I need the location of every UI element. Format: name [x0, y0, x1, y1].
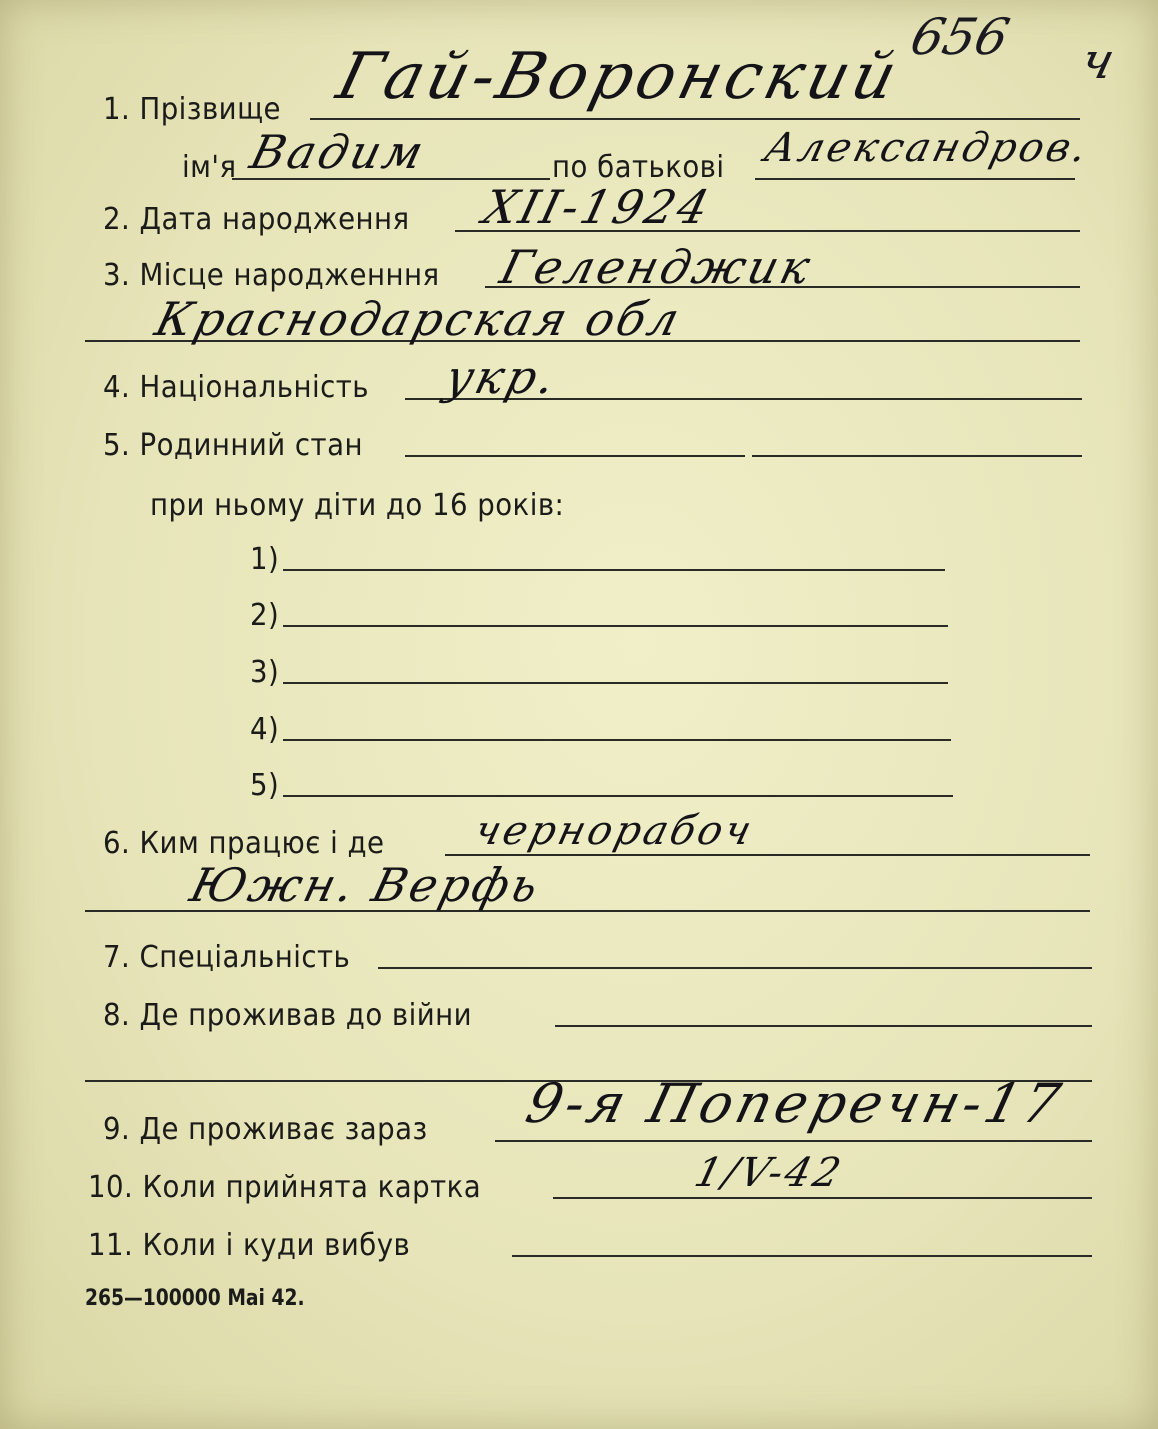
child-2-label: 2) [250, 598, 280, 633]
birth-place-value: Геленджик [495, 240, 819, 294]
child-4-label: 4) [250, 712, 280, 747]
child-5-line [283, 795, 953, 797]
occupation-value: чернорабоч [470, 808, 759, 854]
current-residence-label: 9. Де проживає зараз [103, 1112, 428, 1147]
marital-status-line [405, 455, 745, 457]
surname-line [310, 118, 1080, 120]
occupation-line [445, 854, 1090, 856]
card-number-suffix: ч [1075, 32, 1121, 90]
patronymic-value: Александров. [760, 125, 1095, 171]
card-accepted-label: 10. Коли прийнята картка [88, 1170, 482, 1205]
birth-place-label: 3. Місце народженння [103, 258, 440, 293]
child-3-line [283, 682, 948, 684]
birth-date-label: 2. Дата народження [103, 202, 410, 237]
birth-date-value: XII-1924 [478, 180, 718, 234]
surname-value: Гай-Воронский [330, 40, 908, 114]
child-4-line [283, 739, 951, 741]
child-5-label: 5) [250, 768, 280, 803]
departed-line [512, 1255, 1092, 1257]
prewar-residence-line [555, 1025, 1092, 1027]
child-3-label: 3) [250, 655, 280, 690]
patronymic-line [755, 178, 1075, 180]
current-residence-line [495, 1140, 1092, 1142]
child-1-label: 1) [250, 542, 280, 577]
patronymic-label: по батькові [552, 150, 725, 185]
card-accepted-value: 1/V-42 [690, 1150, 849, 1196]
specialty-line [378, 967, 1092, 969]
child-2-line [283, 625, 948, 627]
nationality-value: укр. [440, 350, 564, 404]
prewar-residence-label: 8. Де проживав до війни [103, 998, 473, 1033]
card-number: 656 [905, 8, 1015, 66]
specialty-label: 7. Спеціальність [103, 940, 351, 975]
card-accepted-line [553, 1197, 1092, 1199]
print-code: 265—100000 Mai 42. [85, 1286, 305, 1311]
current-residence-value: 9-я Поперечн-17 [520, 1072, 1071, 1135]
birth-place-value-2: Краснодарская обл [150, 292, 688, 346]
first-name-value: Вадим [245, 125, 432, 179]
occupation-value-2: Южн. Верфь [185, 858, 547, 912]
first-name-label: ім'я [182, 150, 237, 185]
marital-status-label: 5. Родинний стан [103, 428, 363, 463]
nationality-label: 4. Національність [103, 370, 370, 405]
departed-label: 11. Коли і куди вибув [88, 1228, 411, 1263]
marital-status-line-2 [752, 455, 1082, 457]
child-1-line [283, 569, 945, 571]
occupation-label: 6. Ким працює і де [103, 826, 385, 861]
children-label: при ньому діти до 16 років: [150, 488, 565, 523]
surname-label: 1. Прізвище [103, 92, 281, 127]
